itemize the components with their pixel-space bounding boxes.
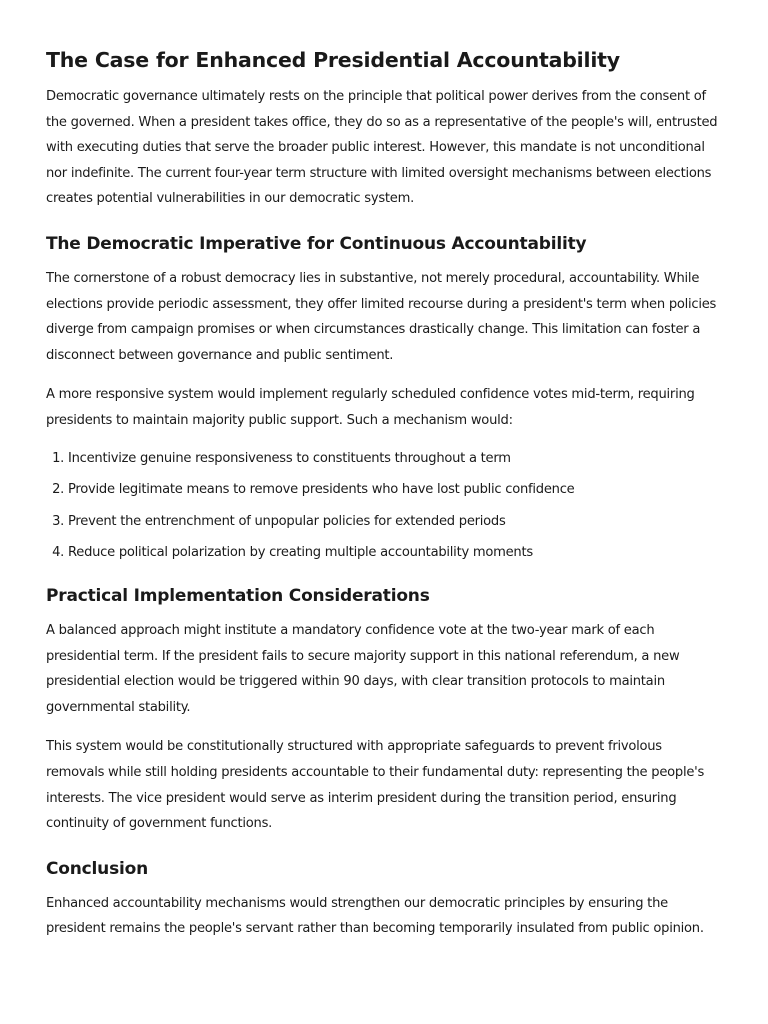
section-paragraph: A balanced approach might institute a mandatory confidence vote at the two-year mark of each presidential term. If the president fails to secure majority support in this national referendum, a new presidential election would be triggered within 90 days, with clear transition protocols to maintain governmental stability. [46, 623, 680, 715]
section-heading-accountability: The Democratic Imperative for Continuous Accountability [46, 233, 587, 254]
list-item: 1. Incentivize genuine responsiveness to constituents throughout a term [68, 448, 722, 470]
list-item: 2. Provide legitimate means to remove presidents who have lost public confidence [68, 479, 722, 501]
benefits-list [46, 448, 722, 565]
section-paragraph: The cornerstone of a robust democracy lies in substantive, not merely procedural, accountability. While elections provide periodic assessment, they offer limited recourse during a president's term when policies diverge from campaign promises or when circumstances drastically change. This limitation can foster a disconnect between governance and public sentiment. [46, 270, 717, 363]
list-item: 4. Reduce political polarization by creating multiple accountability moments [68, 542, 722, 564]
list-item: 3. Prevent the entrenchment of unpopular policies for extended periods [68, 511, 722, 533]
document-title: The Case for Enhanced Presidential Accountability [46, 48, 620, 72]
section-heading-conclusion: Conclusion [46, 858, 148, 879]
section-paragraph: Enhanced accountability mechanisms would strengthen our democratic principles by ensuring the president remains the people's servant rather than becoming temporarily insulated from public opinion. [46, 895, 704, 937]
section-paragraph: A more responsive system would implement regularly scheduled confidence votes mid-term, requiring presidents to maintain majority public support. Such a mechanism would: [46, 387, 695, 428]
section-paragraph: This system would be constitutionally structured with appropriate safeguards to prevent frivolous removals while still holding presidents accountable to their fundamental duty: representing the people's interests. The vice president would serve as interim president during the transition period, ensuring continuity of government functions. [46, 739, 705, 832]
section-heading-implementation: Practical Implementation Considerations [46, 586, 430, 607]
intro-paragraph: Democratic governance ultimately rests on the principle that political power derives from the consent of the governed. When a president takes office, they do so as a representative of the people's will, entrusted with executing duties that serve the broader public interest. However, this mandate is not unconditional nor indefinite. The current four-year term structure with limited oversight mechanisms between elections creates potential vulnerabilities in our democratic system. [46, 89, 718, 207]
